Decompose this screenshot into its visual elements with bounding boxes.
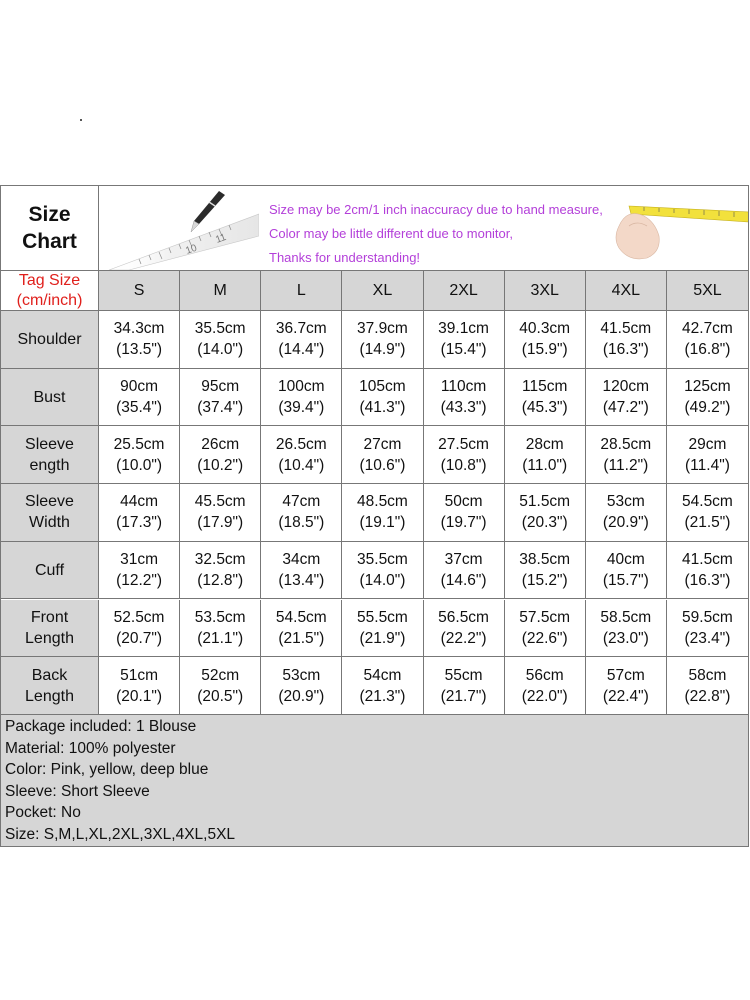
info-pocket: Pocket: No <box>5 804 81 821</box>
cell-inch: (11.0") <box>522 456 568 474</box>
table-cell <box>424 311 505 368</box>
size-header-3xl: 3XL <box>505 271 586 310</box>
cell-inch: (14.6") <box>440 572 487 590</box>
cell-cm: 100cm <box>278 378 325 396</box>
note-line-2: Color may be little different due to monitor, <box>269 226 513 241</box>
table-row <box>1 369 748 427</box>
size-header-4xl: 4XL <box>586 271 667 310</box>
cell-cm: 27cm <box>363 435 402 453</box>
cell-cm: 52cm <box>201 666 240 684</box>
table-cell <box>99 657 180 714</box>
table-row <box>1 657 748 715</box>
cell-inch: (18.5") <box>278 514 325 532</box>
cell-cm: 54cm <box>363 666 402 684</box>
cell-cm: 54.5cm <box>682 493 733 511</box>
cell-cm: 58.5cm <box>600 608 652 626</box>
table-cell <box>261 657 342 714</box>
table-cell <box>99 369 180 426</box>
title-line-1: Size <box>28 203 71 226</box>
cell-cm: 32.5cm <box>194 551 246 569</box>
cell-inch: (15.7") <box>602 572 649 590</box>
cell-cm: 41.5cm <box>600 320 652 338</box>
cell-inch: (17.3") <box>116 514 163 532</box>
cell-cm: 27.5cm <box>438 435 489 453</box>
row-label-line-1: Back <box>31 666 68 684</box>
table-cell <box>342 600 423 657</box>
row-label-line-2: Length <box>25 629 74 647</box>
cell-cm: 56cm <box>525 666 564 684</box>
cell-cm: 25.5cm <box>113 435 165 453</box>
cell-inch: (19.7") <box>440 514 487 532</box>
header-row <box>1 186 748 271</box>
table-cell <box>424 657 505 714</box>
table-cell <box>667 542 748 599</box>
cell-cm: 51.5cm <box>519 493 571 511</box>
cell-inch: (14.0") <box>359 572 406 590</box>
size-chart-table <box>0 185 749 847</box>
table-cell <box>424 484 505 541</box>
table-cell <box>505 600 586 657</box>
cell-cm: 56.5cm <box>438 608 489 626</box>
table-cell <box>261 369 342 426</box>
cell-inch: (37.4") <box>197 399 244 417</box>
cell-cm: 58cm <box>688 666 727 684</box>
row-label-line-1: Cuff <box>34 561 65 579</box>
table-cell <box>667 311 748 368</box>
cell-inch: (10.2") <box>197 456 244 474</box>
table-row <box>1 600 748 658</box>
cell-cm: 90cm <box>120 378 159 396</box>
cell-cm: 28cm <box>525 435 564 453</box>
cell-cm: 120cm <box>602 378 650 396</box>
cell-inch: (14.4") <box>278 341 325 359</box>
cell-cm: 42.7cm <box>682 320 733 338</box>
tag-size-label <box>1 271 99 310</box>
measure-banner <box>99 186 748 270</box>
cell-inch: (11.4") <box>685 456 730 474</box>
pen-ruler-illustration <box>99 186 259 270</box>
table-cell <box>586 542 667 599</box>
table-cell <box>342 426 423 483</box>
cell-cm: 48.5cm <box>357 493 408 511</box>
cell-cm: 35.5cm <box>194 320 246 338</box>
row-label <box>1 657 99 714</box>
cell-cm: 37.9cm <box>357 320 408 338</box>
info-sleeve: Sleeve: Short Sleeve <box>5 782 150 800</box>
row-label-line-1: Sleeve <box>25 435 74 453</box>
stray-dot <box>80 119 82 121</box>
note-line-1: Size may be 2cm/1 inch inaccuracy due to hand measure, <box>269 202 603 217</box>
row-label-line-2: ength <box>29 456 70 474</box>
tag-size-line-2: (cm/inch) <box>16 291 83 309</box>
table-row <box>1 484 748 542</box>
title-line-2: Chart <box>22 230 77 253</box>
cell-cm: 110cm <box>440 378 487 396</box>
size-header-5xl: 5XL <box>693 281 722 299</box>
table-cell <box>180 484 261 541</box>
cell-inch: (21.5") <box>684 514 731 532</box>
cell-inch: (17.9") <box>197 514 244 532</box>
table-cell <box>180 426 261 483</box>
cell-cm: 26cm <box>201 435 240 453</box>
table-row <box>1 311 748 369</box>
cell-inch: (22.6") <box>521 629 568 647</box>
table-cell <box>586 657 667 714</box>
cell-cm: 47cm <box>282 493 321 511</box>
tag-size-line-1: Tag Size <box>18 271 81 289</box>
table-cell <box>342 369 423 426</box>
cell-inch: (23.0") <box>602 629 649 647</box>
cell-inch: (21.1") <box>197 629 244 647</box>
cell-cm: 95cm <box>201 378 240 396</box>
cell-cm: 35.5cm <box>357 551 408 569</box>
table-cell <box>261 426 342 483</box>
table-cell <box>505 484 586 541</box>
cell-inch: (21.5") <box>278 629 325 647</box>
cell-cm: 115cm <box>522 378 568 396</box>
cell-cm: 40cm <box>606 551 645 569</box>
cell-cm: 53.5cm <box>194 608 246 626</box>
table-cell <box>424 542 505 599</box>
cell-inch: (10.4") <box>278 456 325 474</box>
table-cell <box>180 542 261 599</box>
cell-cm: 28.5cm <box>600 435 652 453</box>
cell-cm: 41.5cm <box>682 551 733 569</box>
cell-inch: (14.9") <box>359 341 406 359</box>
tape-measure-hand-illustration <box>589 186 748 270</box>
cell-inch: (47.2") <box>602 399 649 417</box>
row-label-line-1: Bust <box>33 388 66 406</box>
cell-inch: (12.2") <box>116 572 163 590</box>
cell-inch: (20.3") <box>521 514 568 532</box>
cell-inch: (43.3") <box>440 399 487 417</box>
table-cell <box>261 600 342 657</box>
table-cell <box>99 311 180 368</box>
cell-cm: 125cm <box>684 378 731 396</box>
table-cell <box>99 484 180 541</box>
row-label <box>1 369 99 426</box>
table-cell <box>667 600 748 657</box>
row-label-line-2: Width <box>29 514 70 532</box>
cell-cm: 44cm <box>120 493 159 511</box>
table-cell <box>99 542 180 599</box>
ruler-number-10: 10 <box>184 242 199 257</box>
table-cell <box>342 484 423 541</box>
cell-inch: (49.2") <box>684 399 731 417</box>
row-label <box>1 600 99 657</box>
product-info <box>1 715 748 846</box>
cell-cm: 105cm <box>359 378 406 396</box>
cell-inch: (45.3") <box>521 399 568 417</box>
table-cell <box>424 426 505 483</box>
cell-inch: (21.7") <box>440 687 487 705</box>
table-cell <box>586 426 667 483</box>
cell-inch: (19.1") <box>359 514 406 532</box>
cell-cm: 29cm <box>688 435 727 453</box>
cell-inch: (22.4") <box>602 687 649 705</box>
cell-inch: (10.0") <box>116 456 163 474</box>
table-cell <box>342 542 423 599</box>
cell-inch: (39.4") <box>278 399 325 417</box>
table-cell <box>667 426 748 483</box>
table-cell <box>342 311 423 368</box>
cell-inch: (21.3") <box>359 687 406 705</box>
size-header-l: L <box>261 271 342 310</box>
row-label-line-1: Shoulder <box>17 330 82 348</box>
cell-cm: 54.5cm <box>275 608 327 626</box>
cell-cm: 34cm <box>282 551 321 569</box>
row-label <box>1 484 99 541</box>
cell-cm: 34.3cm <box>113 320 165 338</box>
size-header-xl: XL <box>342 271 423 310</box>
cell-inch: (15.2") <box>521 572 568 590</box>
cell-cm: 36.7cm <box>275 320 327 338</box>
row-label <box>1 311 99 368</box>
table-cell <box>424 369 505 426</box>
cell-cm: 51cm <box>120 666 159 684</box>
table-cell <box>261 542 342 599</box>
cell-inch: (14.0") <box>197 341 244 359</box>
cell-cm: 26.5cm <box>275 435 327 453</box>
cell-cm: 38.5cm <box>519 551 571 569</box>
info-size: Size: S,M,L,XL,2XL,3XL,4XL,5XL <box>5 825 236 843</box>
size-header-row <box>1 271 748 311</box>
cell-cm: 52.5cm <box>113 608 165 626</box>
cell-cm: 50cm <box>444 493 483 511</box>
cell-inch: (41.3") <box>359 399 406 417</box>
table-row <box>1 426 748 484</box>
row-label <box>1 542 99 599</box>
cell-inch: (15.9") <box>521 341 568 359</box>
size-header-m: M <box>180 271 261 310</box>
table-cell <box>667 484 748 541</box>
cell-cm: 57cm <box>606 666 645 684</box>
row-label-line-1: Sleeve <box>25 493 74 511</box>
cell-inch: (23.4") <box>684 629 731 647</box>
table-cell <box>505 369 586 426</box>
table-cell <box>99 600 180 657</box>
table-cell <box>505 657 586 714</box>
table-cell <box>99 426 180 483</box>
cell-inch: (22.0") <box>521 687 568 705</box>
cell-cm: 55.5cm <box>357 608 408 626</box>
cell-inch: (13.5") <box>116 341 163 359</box>
cell-inch: (20.9") <box>602 514 649 532</box>
cell-inch: (20.5") <box>197 687 244 705</box>
cell-inch: (20.1") <box>116 687 163 705</box>
table-cell <box>586 484 667 541</box>
cell-inch: (16.8") <box>684 341 731 359</box>
cell-cm: 39.1cm <box>438 320 489 338</box>
measure-notes <box>269 198 603 270</box>
info-material: Material: 100% polyester <box>5 739 176 757</box>
table-cell <box>586 311 667 368</box>
table-cell <box>424 600 505 657</box>
cell-inch: (22.2") <box>440 629 487 647</box>
table-row <box>1 542 748 600</box>
cell-inch: (10.8") <box>440 456 487 474</box>
cell-cm: 55cm <box>444 666 483 684</box>
cell-inch: (12.8") <box>197 572 244 590</box>
table-cell <box>667 369 748 426</box>
table-cell <box>342 657 423 714</box>
cell-inch: (16.3") <box>684 572 731 590</box>
info-package: Package included: 1 Blouse <box>5 718 197 735</box>
chart-title <box>1 186 99 270</box>
row-label <box>1 426 99 483</box>
cell-cm: 37cm <box>444 551 483 569</box>
cell-cm: 45.5cm <box>194 493 246 511</box>
cell-cm: 57.5cm <box>519 608 571 626</box>
table-cell <box>261 484 342 541</box>
table-cell <box>586 600 667 657</box>
cell-cm: 53cm <box>282 666 321 684</box>
cell-inch: (20.9") <box>278 687 325 705</box>
ruler-number-11: 11 <box>214 231 228 246</box>
cell-inch: (13.4") <box>278 572 325 590</box>
row-label-line-2: Length <box>25 687 74 705</box>
size-header-2xl: 2XL <box>424 271 505 310</box>
table-cell <box>586 369 667 426</box>
cell-inch: (21.9") <box>359 629 406 647</box>
table-cell <box>667 657 748 714</box>
cell-inch: (15.4") <box>440 341 487 359</box>
cell-inch: (35.4") <box>116 399 163 417</box>
info-color: Color: Pink, yellow, deep blue <box>5 761 209 778</box>
table-cell <box>505 311 586 368</box>
cell-cm: 31cm <box>120 551 159 569</box>
cell-inch: (22.8") <box>684 687 731 705</box>
cell-cm: 59.5cm <box>682 608 733 626</box>
table-cell <box>180 600 261 657</box>
row-label-line-1: Front <box>30 608 69 626</box>
table-cell <box>505 426 586 483</box>
cell-inch: (11.2") <box>603 456 649 474</box>
table-cell <box>180 369 261 426</box>
size-header-s: S <box>99 271 180 310</box>
cell-inch: (20.7") <box>116 629 163 647</box>
table-cell <box>261 311 342 368</box>
table-cell <box>180 657 261 714</box>
cell-inch: (10.6") <box>359 456 406 474</box>
note-line-3: Thanks for understanding! <box>269 250 421 265</box>
cell-cm: 40.3cm <box>519 320 571 338</box>
table-cell <box>505 542 586 599</box>
table-cell <box>180 311 261 368</box>
cell-inch: (16.3") <box>602 341 649 359</box>
cell-cm: 53cm <box>606 493 645 511</box>
